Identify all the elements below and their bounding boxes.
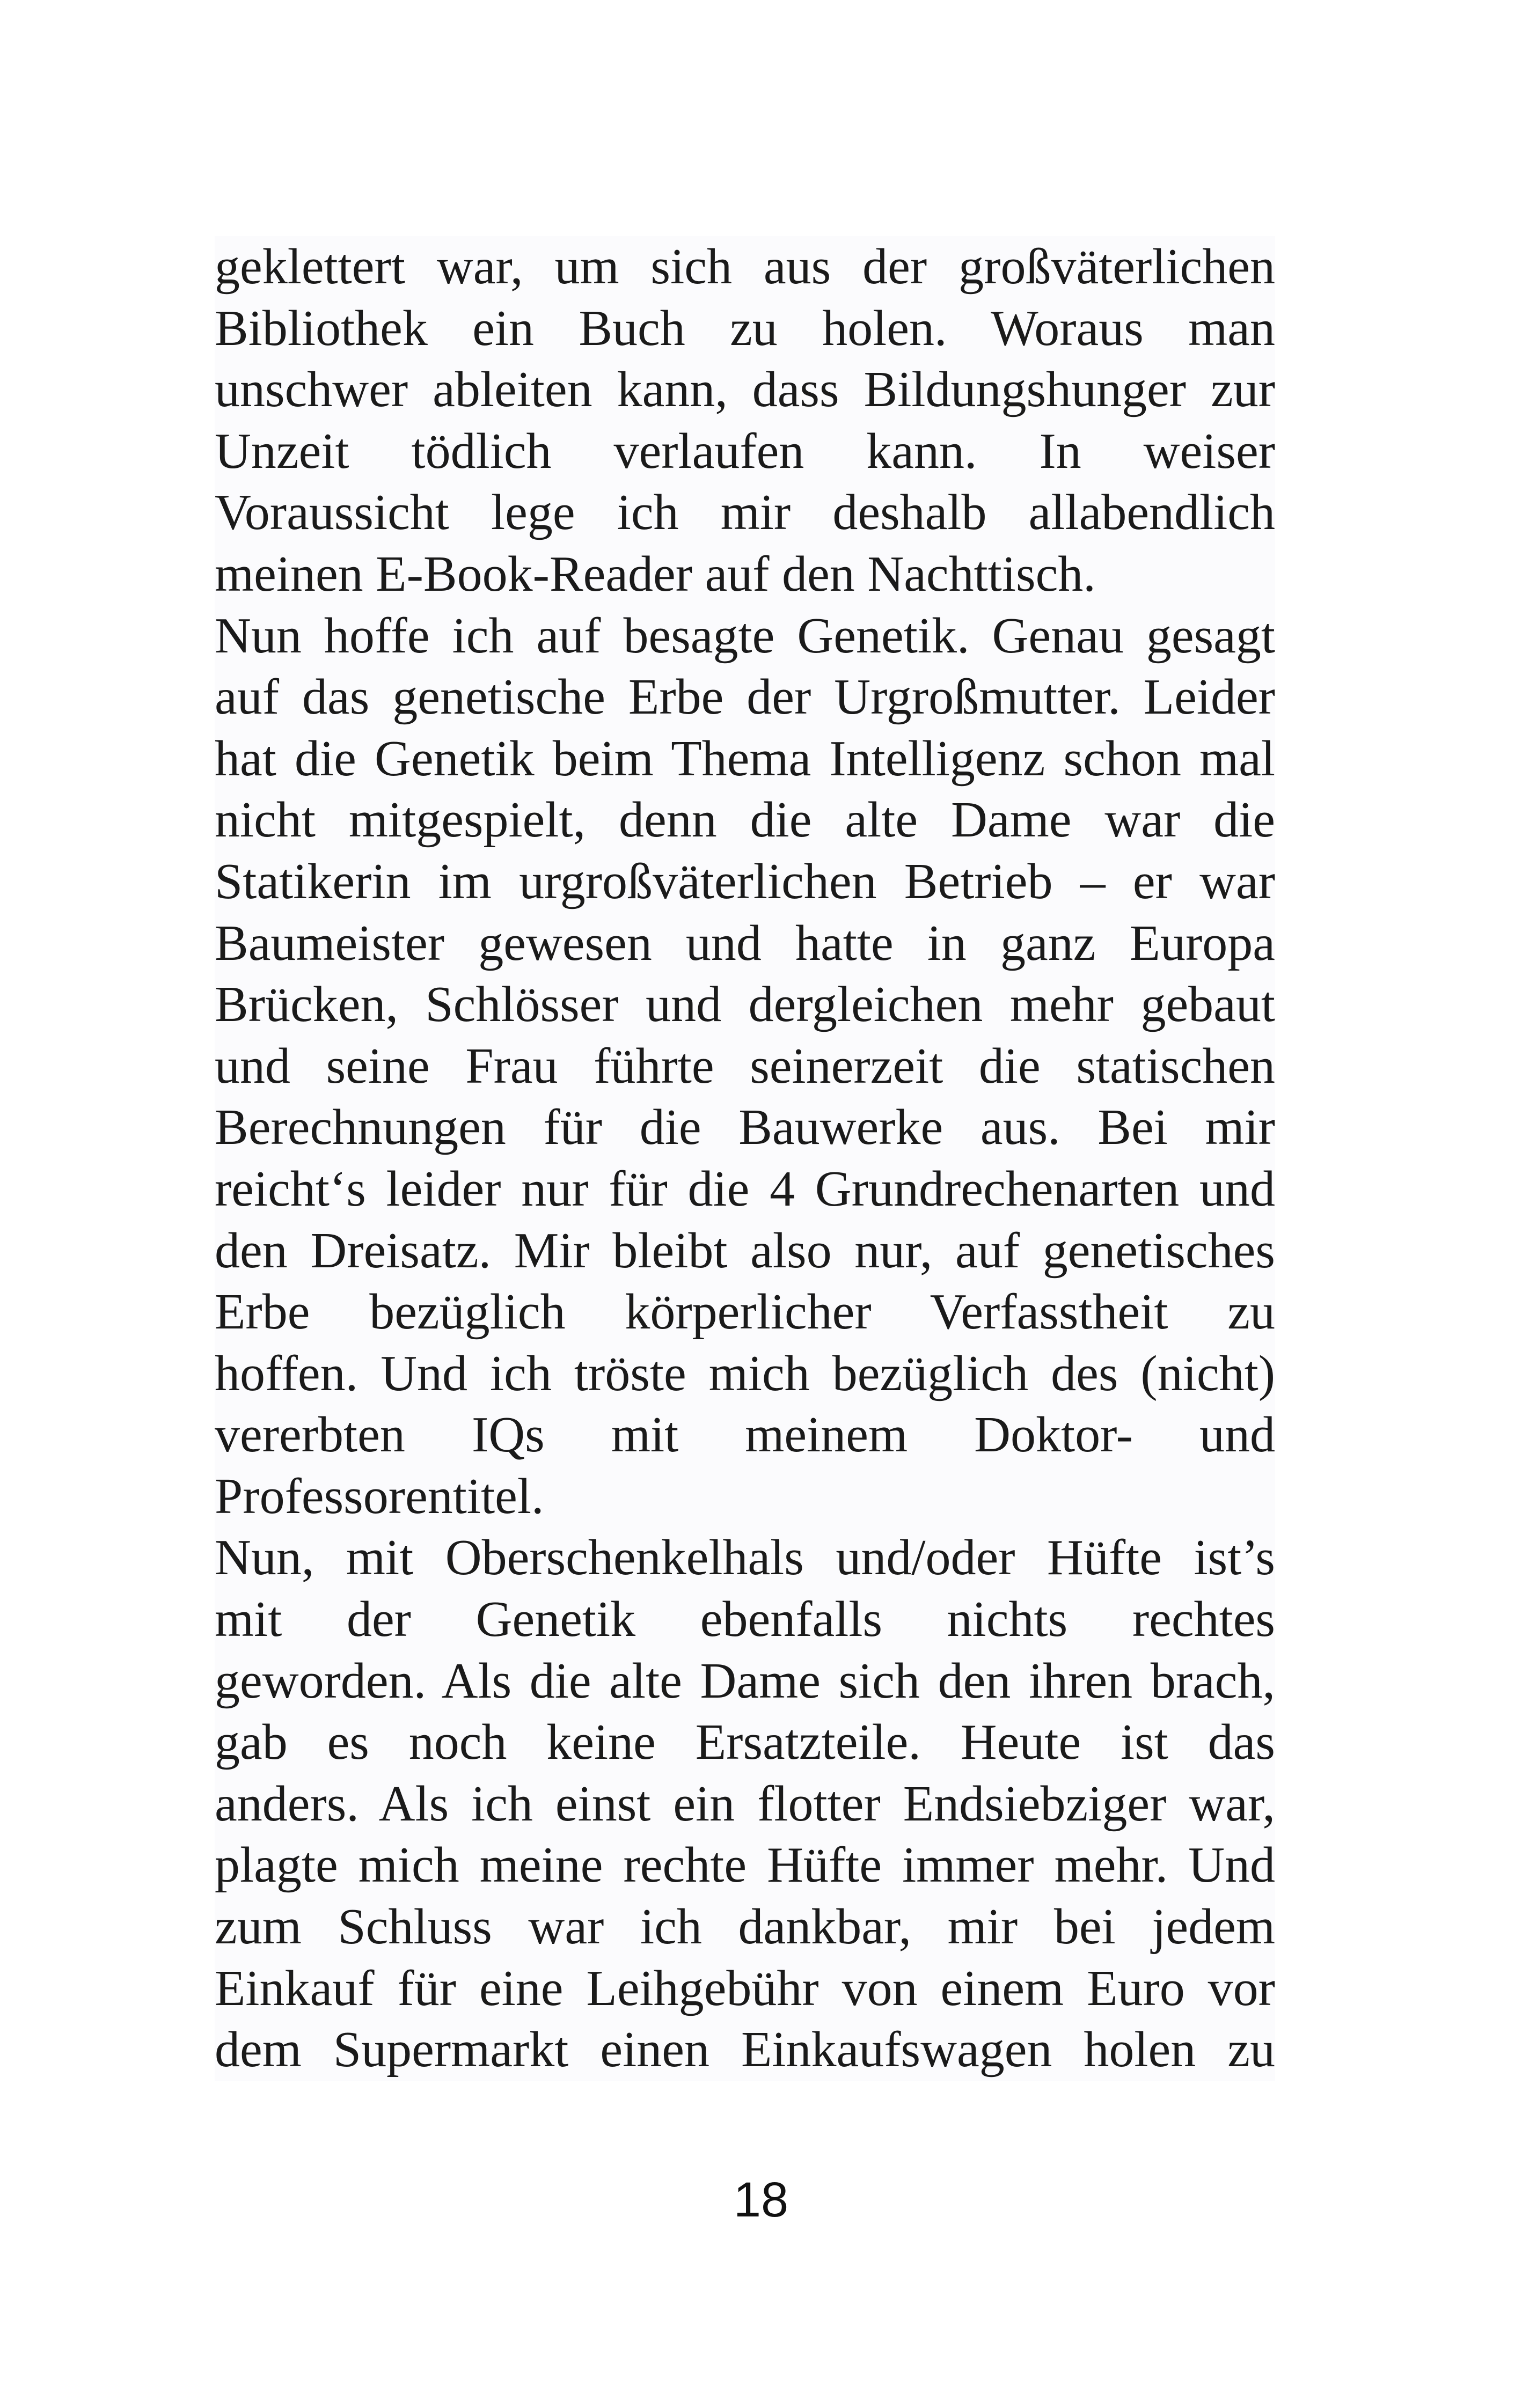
text-line: und seine Frau führte seinerzeit die statischen: [215, 1038, 1275, 1094]
text-line: Bibliothek ein Buch zu holen. Woraus man: [215, 300, 1275, 356]
page-number: 18: [733, 2172, 789, 2227]
text-line: unschwer ableiten kann, dass Bildungshunger zur: [215, 362, 1275, 418]
text-line: Professorentitel.: [215, 1468, 544, 1524]
text-line: Nun hoffe ich auf besagte Genetik. Genau gesagt: [215, 607, 1275, 664]
text-line: Unzeit tödlich verlaufen kann. In weiser: [215, 423, 1275, 479]
text-line: gab es noch keine Ersatzteile. Heute ist das: [215, 1714, 1275, 1771]
text-line: dem Supermarkt einen Einkaufswagen holen zu: [215, 2022, 1275, 2078]
text-line: auf das genetische Erbe der Urgroßmutter. Leider: [215, 669, 1275, 725]
text-line: Statikerin im urgroßväterlichen Betrieb – er war: [215, 853, 1275, 909]
body-text: [215, 236, 1275, 2081]
text-line: Nun, mit Oberschenkelhals und/oder Hüfte ist’s: [215, 1530, 1275, 1586]
text-line: Berechnungen für die Bauwerke aus. Bei mir: [215, 1099, 1275, 1156]
text-line: reicht‘s leider nur für die 4 Grundrechenarten und: [215, 1161, 1275, 1217]
text-line: Baumeister gewesen und hatte in ganz Europa: [215, 915, 1275, 971]
text-line: vererbten IQs mit meinem Doktor- und: [215, 1407, 1275, 1463]
text-line: den Dreisatz. Mir bleibt also nur, auf genetisches: [215, 1222, 1275, 1279]
text-line: Brücken, Schlösser und dergleichen mehr gebaut: [215, 977, 1275, 1033]
text-line: Voraussicht lege ich mir deshalb allabendlich: [215, 484, 1275, 541]
text-line: Einkauf für eine Leihgebühr von einem Euro vor: [215, 1960, 1275, 2016]
text-line: nicht mitgespielt, denn die alte Dame war die: [215, 792, 1275, 848]
text-line: Erbe bezüglich körperlicher Verfasstheit zu: [215, 1284, 1275, 1340]
text-line: plagte mich meine rechte Hüfte immer mehr. Und: [215, 1837, 1275, 1893]
text-line: anders. Als ich einst ein flotter Endsiebziger war,: [215, 1775, 1275, 1832]
text-line: hat die Genetik beim Thema Intelligenz schon mal: [215, 730, 1275, 787]
text-line: zum Schluss war ich dankbar, mir bei jedem: [215, 1899, 1275, 1955]
text-line: geklettert war, um sich aus der großväterlichen: [215, 239, 1275, 295]
text-line: mit der Genetik ebenfalls nichts rechtes: [215, 1591, 1275, 1648]
text-line: geworden. Als die alte Dame sich den ihren brach,: [215, 1653, 1275, 1709]
text-line: meinen E-Book-Reader auf den Nachttisch.: [215, 546, 1096, 602]
text-line: hoffen. Und ich tröste mich bezüglich des (nicht): [215, 1345, 1275, 1401]
